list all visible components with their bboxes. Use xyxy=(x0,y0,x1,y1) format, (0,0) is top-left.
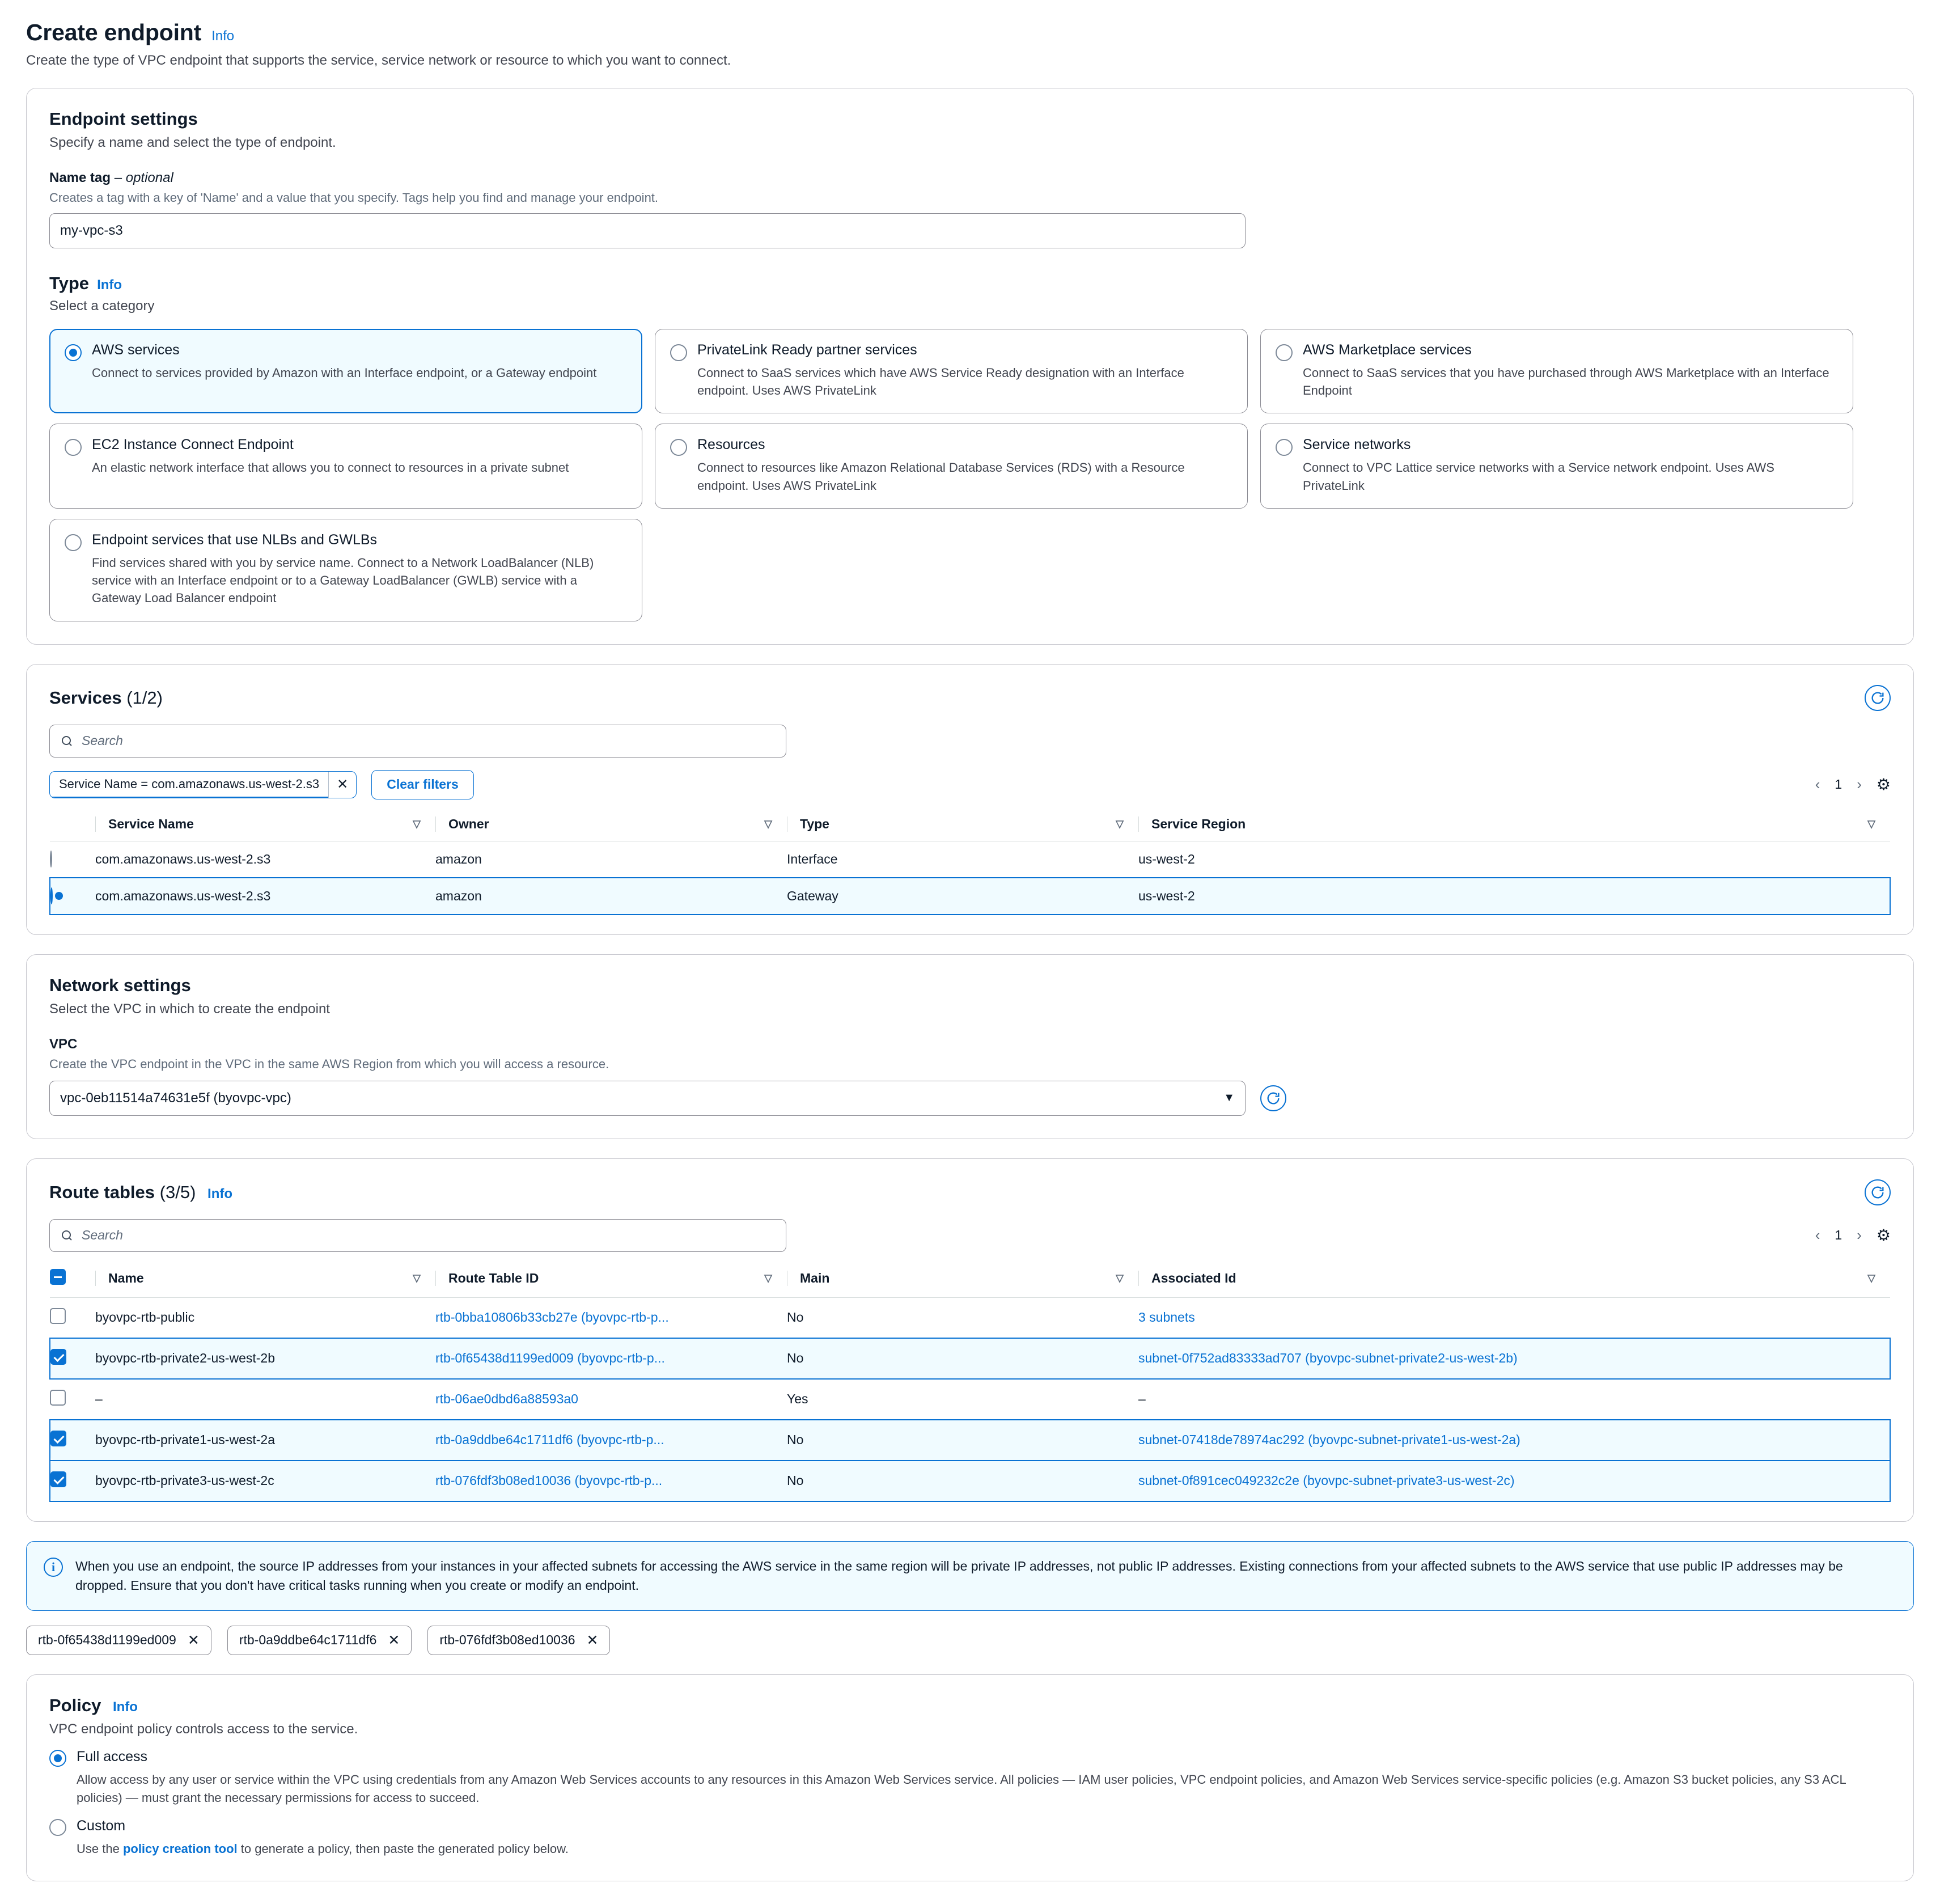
table-row[interactable] xyxy=(50,878,1890,915)
vpc-select[interactable] xyxy=(49,1081,1246,1116)
route-tables-row-main: No xyxy=(787,1420,1138,1461)
policy-option-custom[interactable] xyxy=(49,1818,1891,1858)
type-option-ec2-instance-connect-endpoint[interactable] xyxy=(49,424,642,508)
sort-icon[interactable]: ▽ xyxy=(764,818,772,830)
close-icon[interactable]: ✕ xyxy=(586,1632,599,1648)
route-tables-col-id[interactable] xyxy=(435,1262,787,1298)
services-page-number: 1 xyxy=(1835,777,1842,792)
route-tables-row-name: byovpc-rtb-private1-us-west-2a xyxy=(95,1420,435,1461)
route-tables-row-associated xyxy=(1138,1461,1890,1501)
vpc-refresh-icon[interactable] xyxy=(1260,1085,1286,1111)
services-row-type: Gateway xyxy=(787,878,1138,915)
radio-icon[interactable] xyxy=(49,1750,66,1767)
route-tables-search-input[interactable] xyxy=(49,1219,786,1252)
policy-option-description xyxy=(77,1840,1879,1858)
route-table-id-link[interactable]: rtb-076fdf3b08ed10036 (byovpc-rtb-p... xyxy=(435,1473,663,1488)
table-row[interactable] xyxy=(50,1379,1890,1420)
gear-icon[interactable]: ⚙ xyxy=(1876,776,1891,794)
policy-info-link[interactable]: Info xyxy=(112,1699,138,1715)
route-tables-row-main: No xyxy=(787,1338,1138,1379)
prev-page-icon[interactable]: ‹ xyxy=(1815,776,1820,793)
sort-icon[interactable]: ▽ xyxy=(1867,1272,1875,1284)
policy-creation-tool-link[interactable]: policy creation tool xyxy=(122,1842,238,1856)
associated-id-link[interactable]: subnet-0f891cec049232c2e (byovpc-subnet-private3-us-west-2c) xyxy=(1138,1473,1515,1488)
route-table-id-link[interactable]: rtb-0bba10806b33cb27e (byovpc-rtb-p... xyxy=(435,1310,669,1325)
refresh-icon[interactable] xyxy=(1865,685,1891,711)
column-label: Associated Id xyxy=(1151,1271,1236,1286)
route-tables-row-checkbox[interactable] xyxy=(50,1461,95,1501)
route-tables-row-id xyxy=(435,1461,787,1501)
route-tables-row-associated: – xyxy=(1138,1379,1890,1420)
column-label: Owner xyxy=(448,816,489,831)
type-option-description: Find services shared with you by service name. Connect to a Network LoadBalancer (NLB) service with an Interface endpoint or to a Gateway LoadBalancer (GWLB) service with a Gateway Load Balancer endpoint xyxy=(92,555,594,606)
column-label: Name xyxy=(108,1271,144,1286)
policy-option-description: Allow access by any user or service within the VPC using credentials from any Amazon Web Services accounts to any resources in this Amazon Web Services service. All policies — IAM user policies, VPC endpoint policies, and Amazon Web Services service-specific policies (e.g. Amazon S3 bucket policies, any S3 ACL policies) — must grant the necessary permissions for access to succeed. xyxy=(77,1772,1846,1805)
name-tag-label xyxy=(49,170,1891,186)
name-tag-optional: – optional xyxy=(114,170,173,185)
table-row[interactable] xyxy=(50,1297,1890,1338)
sort-icon[interactable]: ▽ xyxy=(764,1272,772,1284)
route-table-id-link[interactable]: rtb-0a9ddbe64c1711df6 (byovpc-rtb-p... xyxy=(435,1432,664,1448)
route-tables-row-checkbox[interactable] xyxy=(50,1297,95,1338)
policy-custom-desc-prefix: Use the xyxy=(77,1842,123,1856)
services-pagination xyxy=(1815,775,1891,794)
services-search-input[interactable] xyxy=(49,725,786,758)
services-select-column xyxy=(50,810,95,841)
route-tables-row-main: Yes xyxy=(787,1379,1138,1420)
network-settings-subtitle: Select the VPC in which to create the endpoint xyxy=(49,1001,330,1017)
route-tables-row-main: No xyxy=(787,1461,1138,1501)
services-col-service-region[interactable] xyxy=(1138,810,1890,841)
policy-container xyxy=(26,1674,1914,1882)
checkbox-icon[interactable] xyxy=(50,1390,66,1406)
route-tables-row-id xyxy=(435,1297,787,1338)
policy-option-title: Custom xyxy=(77,1818,126,1834)
sort-icon[interactable]: ▽ xyxy=(413,1272,421,1284)
route-tables-row-id xyxy=(435,1338,787,1379)
checkbox-icon[interactable] xyxy=(50,1349,66,1365)
selected-chip[interactable] xyxy=(427,1626,610,1655)
route-tables-col-main[interactable] xyxy=(787,1262,1138,1298)
radio-icon[interactable] xyxy=(65,439,82,456)
type-option-title: AWS services xyxy=(92,342,180,358)
route-table-id-link[interactable]: rtb-06ae0dbd6a88593a0 xyxy=(435,1391,578,1407)
route-tables-col-name[interactable] xyxy=(95,1262,435,1298)
endpoint-info-alert xyxy=(26,1541,1914,1611)
services-row-region: us-west-2 xyxy=(1138,878,1890,915)
services-col-type[interactable] xyxy=(787,810,1138,841)
route-tables-count: (3/5) xyxy=(159,1182,196,1202)
type-option-description: Connect to SaaS services which have AWS Service Ready designation with an Interface endpoint. Uses AWS PrivateLink xyxy=(697,366,1184,398)
services-row-region: us-west-2 xyxy=(1138,841,1890,878)
vpc-description: Create the VPC endpoint in the VPC in the same AWS Region from which you will access a resource. xyxy=(49,1056,609,1071)
type-label: Type xyxy=(49,273,90,293)
services-row-service-name: com.amazonaws.us-west-2.s3 xyxy=(95,841,435,878)
name-tag-input[interactable] xyxy=(49,213,1246,248)
type-option-grid xyxy=(49,329,1891,621)
type-option-privatelink-ready-partner-services[interactable] xyxy=(655,329,1248,413)
services-search-placeholder: Search xyxy=(82,733,123,748)
services-row-owner: amazon xyxy=(435,878,787,915)
endpoint-settings-subtitle: Specify a name and select the type of endpoint. xyxy=(49,135,336,150)
services-table-header-row xyxy=(50,810,1890,841)
type-option-title: Service networks xyxy=(1303,437,1411,453)
associated-id-link[interactable]: subnet-07418de78974ac292 (byovpc-subnet-private1-us-west-2a) xyxy=(1138,1432,1520,1448)
chip-label: rtb-0a9ddbe64c1711df6 xyxy=(239,1632,377,1648)
close-icon[interactable]: ✕ xyxy=(328,772,356,798)
page-subtitle: Create the type of VPC endpoint that supports the service, service network or resource to which you want to connect. xyxy=(26,53,731,68)
radio-icon[interactable] xyxy=(65,534,82,551)
type-option-aws-services[interactable] xyxy=(49,329,642,413)
vpc-label: VPC xyxy=(49,1036,78,1052)
gear-icon[interactable]: ⚙ xyxy=(1876,1226,1891,1245)
prev-page-icon[interactable]: ‹ xyxy=(1815,1226,1820,1244)
checkbox-icon[interactable] xyxy=(50,1471,66,1487)
route-tables-row-main: No xyxy=(787,1297,1138,1338)
route-tables-pagination xyxy=(1815,1226,1891,1245)
column-label: Service Name xyxy=(108,816,194,831)
page-header xyxy=(26,19,1914,46)
type-option-aws-marketplace-services[interactable] xyxy=(1260,329,1853,413)
type-option-resources[interactable] xyxy=(655,424,1248,508)
services-row-radio[interactable] xyxy=(50,878,95,915)
selected-chip[interactable] xyxy=(26,1626,211,1655)
table-row[interactable] xyxy=(50,1461,1890,1501)
chevron-down-icon[interactable]: ▼ xyxy=(1223,1091,1235,1105)
services-col-service-name[interactable] xyxy=(95,810,435,841)
name-tag-description: Creates a tag with a key of 'Name' and a value that you specify. Tags help you find and manage your endpoint. xyxy=(49,191,659,205)
radio-icon[interactable] xyxy=(49,1819,66,1836)
policy-title-text: Policy xyxy=(49,1695,101,1715)
sort-icon[interactable]: ▽ xyxy=(1867,818,1875,830)
radio-icon[interactable] xyxy=(50,887,53,904)
name-tag-label-text: Name tag xyxy=(49,170,111,185)
services-filter-row xyxy=(49,770,1891,799)
policy-option-full-access[interactable] xyxy=(49,1749,1891,1807)
type-option-title: Endpoint services that use NLBs and GWLBs xyxy=(92,531,378,548)
sort-icon[interactable]: ▽ xyxy=(1116,1272,1124,1284)
services-table xyxy=(49,810,1891,915)
route-tables-row-name: byovpc-rtb-private2-us-west-2b xyxy=(95,1338,435,1379)
selected-chip[interactable] xyxy=(227,1626,412,1655)
radio-icon[interactable] xyxy=(65,344,82,361)
services-container xyxy=(26,664,1914,935)
route-tables-page-number: 1 xyxy=(1835,1228,1842,1243)
route-tables-row-name: – xyxy=(95,1379,435,1420)
column-label: Main xyxy=(800,1271,830,1286)
type-option-description: Connect to resources like Amazon Relational Database Services (RDS) with a Resource endpoint. Uses AWS PrivateLink xyxy=(697,460,1185,493)
services-filter-token[interactable] xyxy=(49,771,357,798)
selected-route-table-chips xyxy=(26,1626,1914,1655)
services-row-owner: amazon xyxy=(435,841,787,878)
route-tables-row-name: byovpc-rtb-private3-us-west-2c xyxy=(95,1461,435,1501)
route-tables-header xyxy=(49,1179,1891,1205)
route-tables-header-row xyxy=(50,1262,1890,1298)
type-option-description: Connect to VPC Lattice service networks with a Service network endpoint. Uses AWS PrivateLink xyxy=(1303,460,1774,493)
clear-filters-button[interactable]: Clear filters xyxy=(371,770,474,799)
policy-option-title: Full access xyxy=(77,1748,148,1765)
services-row-type: Interface xyxy=(787,841,1138,878)
type-heading xyxy=(49,273,1891,294)
associated-id-link[interactable]: 3 subnets xyxy=(1138,1310,1195,1325)
type-option-title: EC2 Instance Connect Endpoint xyxy=(92,437,294,453)
route-tables-row-checkbox[interactable] xyxy=(50,1379,95,1420)
route-table-id-link[interactable]: rtb-0f65438d1199ed009 (byovpc-rtb-p... xyxy=(435,1351,665,1366)
radio-icon[interactable] xyxy=(1276,439,1293,456)
vpc-select-value: vpc-0eb11514a74631e5f (byovpc-vpc) xyxy=(60,1090,291,1106)
route-tables-col-associated-id[interactable] xyxy=(1138,1262,1890,1298)
page-info-link[interactable]: Info xyxy=(211,28,235,44)
type-option-description: Connect to services provided by Amazon with an Interface endpoint, or a Gateway endpoint xyxy=(92,366,597,380)
info-icon: i xyxy=(44,1558,63,1577)
network-settings-title: Network settings xyxy=(49,975,191,995)
route-tables-select-all[interactable] xyxy=(50,1262,95,1298)
next-page-icon[interactable]: › xyxy=(1857,1226,1862,1244)
services-title xyxy=(49,688,163,708)
route-tables-row-id xyxy=(435,1379,787,1420)
close-icon[interactable]: ✕ xyxy=(388,1632,400,1648)
type-description: Select a category xyxy=(49,298,155,314)
services-count: (1/2) xyxy=(126,687,163,708)
route-tables-refresh-icon[interactable] xyxy=(1865,1179,1891,1205)
chip-label: rtb-076fdf3b08ed10036 xyxy=(439,1632,575,1648)
checkbox-icon[interactable] xyxy=(50,1269,66,1285)
policy-custom-desc-suffix: to generate a policy, then paste the generated policy below. xyxy=(237,1842,569,1856)
search-icon xyxy=(60,1229,74,1242)
type-option-title: Resources xyxy=(697,437,765,453)
network-settings-container xyxy=(26,954,1914,1139)
next-page-icon[interactable]: › xyxy=(1857,776,1862,793)
type-info-link[interactable]: Info xyxy=(97,277,122,293)
type-option-description: An elastic network interface that allows you to connect to resources in a private subnet xyxy=(92,460,569,475)
route-tables-row-associated xyxy=(1138,1338,1890,1379)
radio-icon[interactable] xyxy=(670,344,687,361)
services-row-radio[interactable] xyxy=(50,841,95,878)
table-row[interactable] xyxy=(50,1338,1890,1379)
associated-id-link[interactable]: subnet-0f752ad83333ad707 (byovpc-subnet-private2-us-west-2b) xyxy=(1138,1351,1518,1366)
services-title-text: Services xyxy=(49,687,122,708)
route-tables-row-associated xyxy=(1138,1420,1890,1461)
type-option-service-networks[interactable] xyxy=(1260,424,1853,508)
close-icon[interactable]: ✕ xyxy=(187,1632,200,1648)
route-tables-search-placeholder: Search xyxy=(82,1228,123,1243)
search-icon xyxy=(60,734,74,748)
route-tables-row-id xyxy=(435,1420,787,1461)
sort-icon[interactable]: ▽ xyxy=(1116,818,1124,830)
services-col-owner[interactable] xyxy=(435,810,787,841)
route-tables-row-checkbox[interactable] xyxy=(50,1338,95,1379)
checkbox-icon[interactable] xyxy=(50,1308,66,1324)
route-tables-row-associated xyxy=(1138,1297,1890,1338)
type-option-endpoint-services-nlb-gwlb[interactable] xyxy=(49,519,642,621)
table-row[interactable] xyxy=(50,841,1890,878)
vpc-select-row xyxy=(49,1081,1891,1116)
alert-text: When you use an endpoint, the source IP addresses from your instances in your affected subnets for accessing the AWS service in the same region will be private IP addresses, not public IP addresses. Existing connections from your affected subnets to the AWS service that use public IP addresses may be dropped. Ensure that you don't have critical tasks running when you create or modify an endpoint. xyxy=(75,1558,1843,1593)
route-tables-row-checkbox[interactable] xyxy=(50,1420,95,1461)
services-row-service-name: com.amazonaws.us-west-2.s3 xyxy=(95,878,435,915)
route-tables-row-name: byovpc-rtb-public xyxy=(95,1297,435,1338)
radio-icon[interactable] xyxy=(1276,344,1293,361)
policy-title xyxy=(49,1695,1891,1716)
route-tables-container xyxy=(26,1158,1914,1522)
type-option-title: AWS Marketplace services xyxy=(1303,342,1472,358)
services-header xyxy=(49,685,1891,711)
route-tables-info-link[interactable]: Info xyxy=(207,1186,233,1201)
radio-icon[interactable] xyxy=(50,851,52,868)
services-filter-token-text: Service Name = com.amazonaws.us-west-2.s3 xyxy=(50,772,328,798)
page-title: Create endpoint xyxy=(26,19,202,45)
column-label: Route Table ID xyxy=(448,1271,539,1286)
route-tables-table xyxy=(49,1262,1891,1502)
sort-icon[interactable]: ▽ xyxy=(413,818,421,830)
column-label: Service Region xyxy=(1151,816,1246,831)
column-label: Type xyxy=(800,816,829,831)
table-row[interactable] xyxy=(50,1420,1890,1461)
endpoint-settings-title: Endpoint settings xyxy=(49,109,198,129)
route-tables-title-text: Route tables xyxy=(49,1182,155,1202)
radio-icon[interactable] xyxy=(670,439,687,456)
route-tables-title xyxy=(49,1182,232,1203)
endpoint-settings-container xyxy=(26,88,1914,645)
checkbox-icon[interactable] xyxy=(50,1431,66,1446)
type-option-description: Connect to SaaS services that you have purchased through AWS Marketplace with an Interface Endpoint xyxy=(1303,366,1829,398)
policy-subtitle: VPC endpoint policy controls access to the service. xyxy=(49,1721,358,1737)
chip-label: rtb-0f65438d1199ed009 xyxy=(38,1632,176,1648)
type-option-title: PrivateLink Ready partner services xyxy=(697,342,917,358)
